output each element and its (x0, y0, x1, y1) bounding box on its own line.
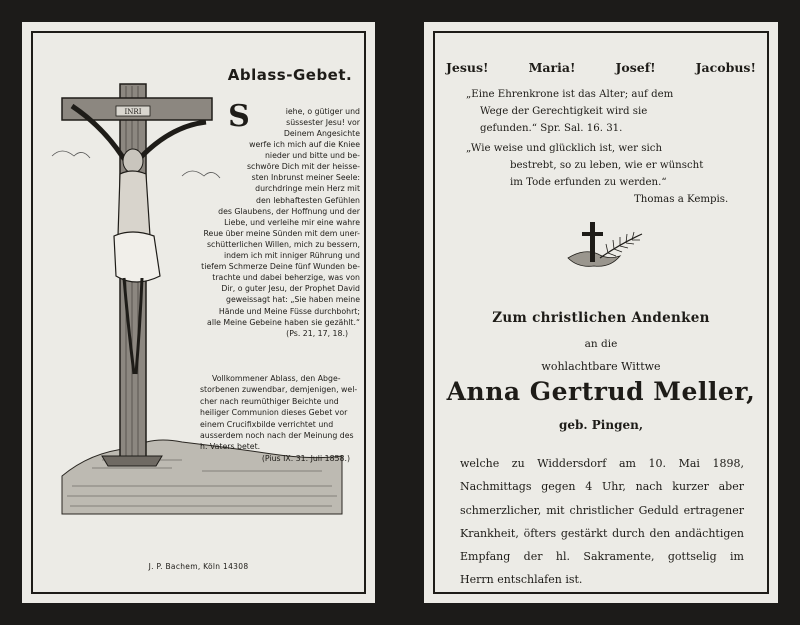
indulgence-note (200, 373, 360, 464)
holy-names-header (446, 60, 756, 75)
prayer-line: werfe ich mich auf die Kniee (249, 140, 360, 150)
printer-imprint: J. P. Bachem, Köln 14308 (148, 562, 249, 571)
prayer-title: Ablass-Gebet. (227, 66, 353, 84)
prayer-line: durchdringe mein Herz mit (255, 184, 360, 194)
prayer-line: geweissagt hat: „Sie haben meine (226, 295, 360, 305)
prayer-line: schütterlichen Willen, mich zu bessern, (207, 239, 360, 249)
quote-line: „Eine Ehrenkrone ist das Alter; auf dem (466, 89, 674, 100)
prayer-line: sten Inbrunst meiner Seele: (251, 173, 360, 183)
prayer-line: Liebe, und verleihe mir eine wahre (224, 217, 360, 227)
prayer-initial: S (228, 99, 250, 134)
prayer-line: des Glaubens, der Hoffnung und der (218, 206, 360, 216)
an-die-line: an die (584, 338, 618, 350)
indulgence-line: cher nach reumüthiger Beichte und (200, 396, 339, 406)
quote-line: bestrebt, so zu leben, wie er wünscht (510, 160, 704, 171)
cross-inscription: INRI (124, 108, 142, 116)
quote-line: gefunden.“ Spr. Sal. 16. 31. (480, 123, 623, 134)
holy-name: Maria! (528, 60, 576, 75)
prayer-citation: (Ps. 21, 17, 18.) (286, 328, 348, 338)
quote-line: „Wie weise und glücklich ist, wer sich (466, 143, 663, 154)
quote-line: im Tode erfunden zu werden.“ (510, 177, 667, 188)
death-notice-text (460, 452, 744, 592)
prayer-line: iehe, o gütiger und (285, 107, 360, 116)
scripture-quote (466, 86, 673, 137)
prayer-text-block (200, 128, 360, 339)
notice-line: Empfang der hl. Sakramente, gottselig im (460, 550, 744, 564)
cross-palm-ornament-icon (564, 218, 644, 274)
indulgence-line: h. Vaters betet. (200, 442, 261, 452)
prayer-line: Hände und Meine Füsse durchbohrt; (218, 306, 360, 316)
prayer-line: Deinem Angesichte (283, 129, 360, 138)
holy-name: Josef! (615, 60, 656, 75)
indulgence-line: Vollkommener Ablass, den Abge- (212, 374, 341, 383)
prayer-line: Reue über meine Sünden mit dem uner- (203, 228, 360, 238)
widow-line: wohlachtbare Wittwe (541, 360, 661, 373)
prayer-line: tiefem Schmerze Deine fünf Wunden be- (201, 262, 360, 272)
deceased-name: Anna Gertrud Meller, (446, 377, 756, 406)
prayer-line: alle Meine Gebeine haben sie gezählt.“ (207, 317, 360, 327)
prayer-text-block-top (254, 106, 360, 128)
indulgence-line: einem Crucifixbilde verrichtet und (200, 419, 334, 429)
prayer-line: den lebhaftesten Gefühlen (256, 195, 360, 205)
notice-line: Nachmittags gegen 4 Uhr, nach kurzer aber (460, 480, 744, 494)
indulgence-line: storbenen zuwendbar, demjenigen, wel- (200, 385, 358, 395)
prayer-line: süssester Jesu! vor (286, 118, 360, 128)
indulgence-citation: (Pius IX. 31. Juli 1858.) (261, 453, 350, 463)
right-card-panel (424, 22, 778, 603)
indulgence-line: heiliger Communion dieses Gebet vor (200, 408, 348, 418)
prayer-line: nieder und bitte und be- (264, 151, 360, 161)
prayer-line: trachte und dabei beherzige, was von (212, 273, 360, 283)
notice-line: schmerzlicher, mit christlicher Geduld ertragener (460, 503, 744, 517)
notice-line: Krankheit, öfters gestärkt durch den andächtigen (460, 526, 744, 540)
quote-author: Thomas a Kempis. (634, 194, 729, 205)
kempis-quote (466, 140, 728, 208)
maiden-name: geb. Pingen, (558, 418, 643, 432)
holy-name: Jesus! (446, 60, 489, 75)
quote-line: Wege der Gerechtigkeit wird sie (480, 106, 648, 117)
notice-line: Herrn entschlafen ist. (460, 573, 583, 587)
prayer-line: Dir, o guter Jesu, der Prophet David (221, 284, 360, 294)
indulgence-line: ausserdem noch nach der Meinung des (200, 431, 354, 441)
prayer-line: schwöre Dich mit der heisse- (247, 162, 360, 172)
notice-line: welche zu Widdersdorf am 10. Mai 1898, (460, 457, 744, 470)
prayer-line: indem ich mit inniger Rührung und (223, 251, 360, 261)
holy-name: Jacobus! (695, 60, 756, 75)
memorial-heading: Zum christlichen Andenken (492, 310, 710, 326)
left-card-panel (22, 22, 375, 603)
